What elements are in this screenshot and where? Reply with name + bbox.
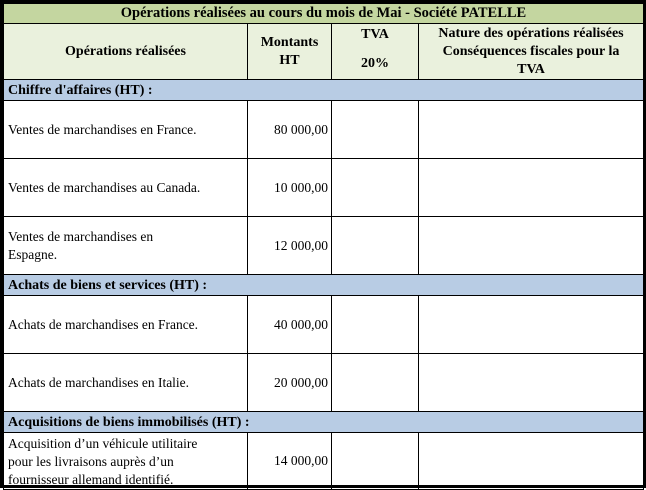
section-row-acquisitions [4,412,644,433]
operation-text-line3: fournisseur allemand identifié. [8,472,174,487]
header-nature-line2: Conséquences fiscales pour la [442,44,620,59]
header-montants-line1: Montants [260,34,319,50]
header-nature-line3: TVA [517,62,545,77]
header-row [4,24,644,80]
tva-cell[interactable] [332,354,419,412]
nature-cell[interactable] [419,354,644,412]
amount-cell: 14 000,00 [248,433,332,490]
amount-cell: 20 000,00 [248,354,332,412]
operation-cell [4,159,248,217]
operation-text-line1: Ventes de marchandises en [8,228,154,244]
nature-cell[interactable] [419,296,644,354]
operation-text: Ventes de marchandises au Canada. [8,179,201,195]
table-row [4,433,644,490]
operation-cell [4,101,248,159]
amount-cell: 10 000,00 [248,159,332,217]
operation-cell [4,217,248,275]
header-tva-line2: 20% [361,56,389,71]
operation-cell [4,433,248,490]
tva-cell[interactable] [332,159,419,217]
table-row [4,354,644,412]
operation-text-line2: Espagne. [8,246,58,262]
amount-cell: 80 000,00 [248,101,332,159]
operation-text: Achats de marchandises en Italie. [8,374,190,390]
table-row [4,217,644,275]
operations-table [3,3,644,490]
section-label: Acquisitions de biens immobilisés (HT) : [4,412,644,433]
header-tva-line1: TVA [361,27,389,42]
header-montants-line2: HT [279,52,300,68]
amount-cell: 40 000,00 [248,296,332,354]
title-row [4,4,644,24]
operation-cell [4,354,248,412]
tva-cell[interactable] [332,217,419,275]
table-title: Opérations réalisées au cours du mois de Mai - Société PATELLE [4,4,644,24]
operation-text: Ventes de marchandises en France. [8,121,197,137]
tva-cell[interactable] [332,101,419,159]
amount-cell: 12 000,00 [248,217,332,275]
table-row [4,296,644,354]
header-tva [332,24,419,80]
nature-cell[interactable] [419,433,644,490]
nature-cell[interactable] [419,217,644,275]
section-label: Achats de biens et services (HT) : [4,275,644,296]
header-nature [419,24,644,80]
nature-cell[interactable] [419,159,644,217]
header-operations: Opérations réalisées [4,24,248,80]
header-nature-line1: Nature des opérations réalisées [438,26,624,41]
operation-text: Achats de marchandises en France. [8,316,199,332]
section-label: Chiffre d'affaires (HT) : [4,80,644,101]
header-montants [248,24,332,80]
tva-cell[interactable] [332,296,419,354]
table-row [4,159,644,217]
table-row [4,101,644,159]
nature-cell[interactable] [419,101,644,159]
operation-cell [4,296,248,354]
tva-cell[interactable] [332,433,419,490]
operation-text-line1: Acquisition d’un véhicule utilitaire [8,436,198,451]
operation-text-line2: pour les livraisons auprès d’un [8,454,174,469]
section-row-chiffre-affaires [4,80,644,101]
section-row-achats [4,275,644,296]
